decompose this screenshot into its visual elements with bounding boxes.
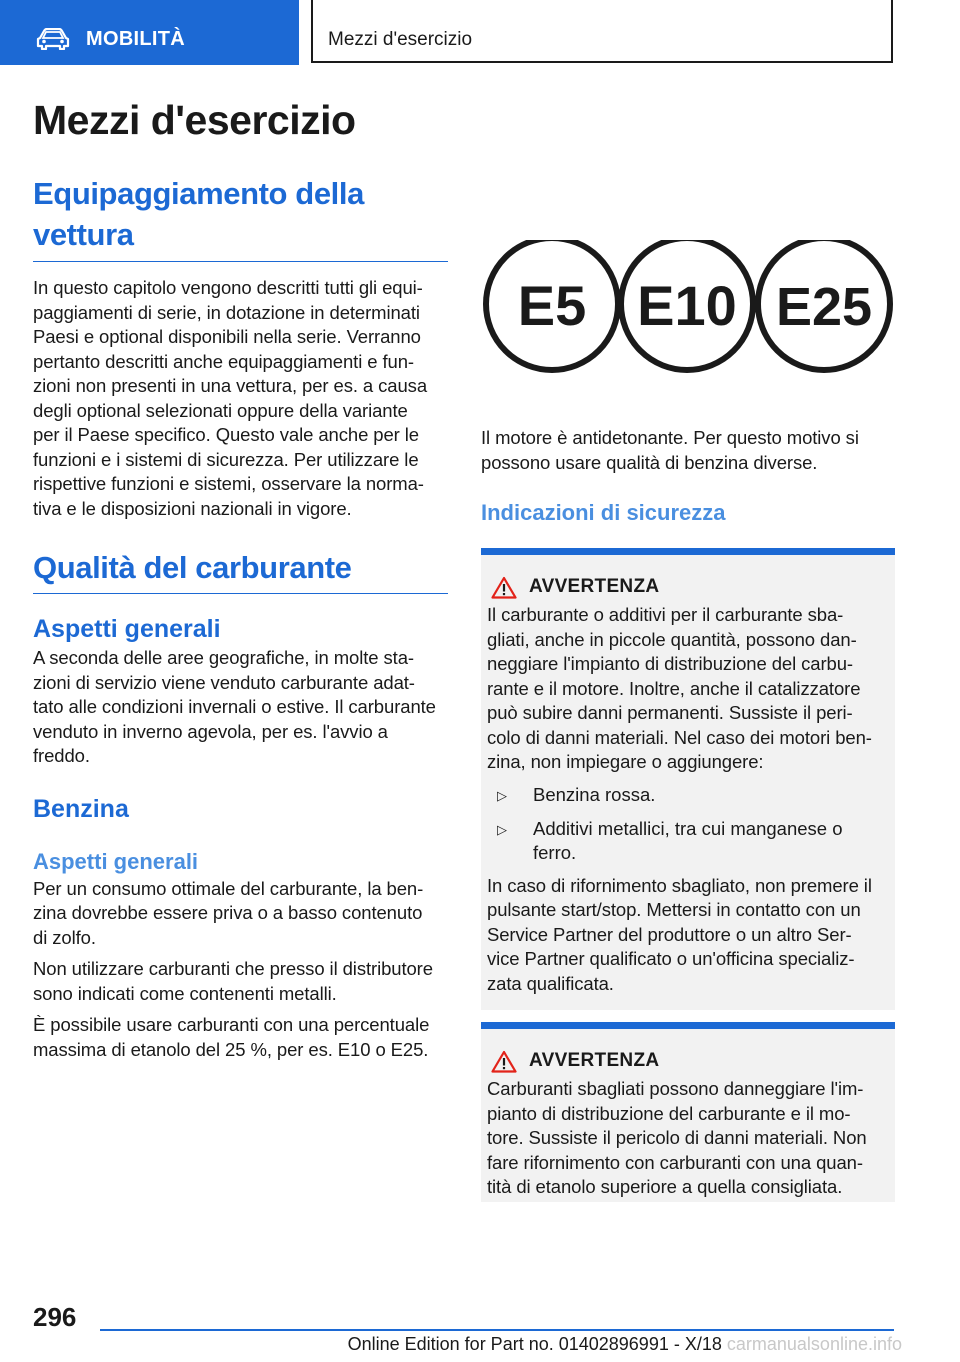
- footer-divider: [100, 1329, 894, 1331]
- fuel-labels-graphic: [481, 240, 895, 400]
- fuel-label-e5: [486, 240, 618, 370]
- watermark: carmanualsonline.info: [726, 1334, 902, 1354]
- svg-text:E5: E5: [517, 274, 587, 337]
- svg-text:E10: E10: [637, 274, 737, 337]
- safety-heading: Indicazioni di sicurezza: [481, 500, 726, 525]
- chapter-tab: [311, 0, 893, 63]
- page-title: Mezzi d'esercizio: [33, 97, 356, 143]
- section-label: MOBILITÀ: [86, 28, 186, 50]
- warning-text: Il carburante o additivi per il carburante sba‐ gliati, anche in piccole quantità, possono dan‐ neggiare l'impianto di distribuzione del carbu‐ rante e il motore. Inoltre, anche il catalizzatore può subire danni permanenti. Sussiste il peri‐ colo di danni materiali. Nel caso dei motori ben‐ zina, non impiegare o aggiungere:: [487, 604, 872, 772]
- equipment-heading: Equipaggiamento della vettura: [33, 173, 448, 262]
- list-item: ▷ Benzina rossa.: [487, 783, 887, 809]
- benzina-general-heading: Aspetti generali: [33, 848, 199, 874]
- equipment-paragraph: In questo capitolo vengono descritti tutti gli equi‐ paggiamenti di serie, in dotazione in determinati Paesi e optional disponibili nella serie. Verranno pertanto descritti anche equipaggiamenti e fun‐ zioni non presenti in una vettura, per es. a causa degli optional selezionati oppure della variante per il Paese specifico. Questo vale anche per le funzioni e i sistemi di sicurezza. Per utilizzare le rispettive funzioni e sistemi, osservare la norma‐ tiva e le disposizioni nazionali in vigore.: [33, 277, 428, 519]
- benzina-paragraph-3: È possibile usare carburanti con una percentuale massima di etanolo del 25 %, per es. E10 o E25.: [33, 1014, 430, 1060]
- general-paragraph: A seconda delle aree geografiche, in molte sta‐ zioni di servizio viene venduto carburante adat‐ tato alle condizioni invernali o estive. Il carburante venduto in inverno agevola, per es. l'avvio a freddo.: [33, 647, 436, 767]
- triangle-bullet-icon: ▷: [497, 821, 507, 837]
- footer-edition: Online Edition for Part no. 01402896991 - X/18 carmanualsonline.info: [347, 1334, 902, 1354]
- warning-text: Carburanti sbagliati possono danneggiare l'im‐ pianto di distribuzione del carburante e il mo‐ tore. Sussiste il pericolo di danni materiali. Non fare rifornimento con carburanti con una quan‐ tità di etanolo superiore a quella consigliata.: [487, 1078, 867, 1197]
- engine-paragraph: Il motore è antidetonante. Per questo motivo si possono usare qualità di benzina diverse.: [481, 427, 859, 473]
- warning-box-1: [481, 548, 895, 1010]
- warning-triangle-icon: [491, 576, 517, 599]
- benzina-heading: Benzina: [33, 794, 129, 823]
- fuel-quality-heading: Qualità del carburante: [33, 549, 448, 594]
- benzina-paragraph-2: Non utilizzare carburanti che presso il distributore sono indicati come contenenti metalli.: [33, 958, 433, 1004]
- triangle-bullet-icon: ▷: [497, 787, 507, 803]
- fuel-label-e10: [621, 240, 753, 370]
- warning-box-2: [481, 1022, 895, 1202]
- benzina-paragraph-1: Per un consumo ottimale del carburante, la ben‐ zina dovrebbe essere priva o a basso contenuto di zolfo.: [33, 877, 424, 948]
- section-tab: [0, 0, 299, 65]
- warning-title: AVVERTENZA: [529, 576, 660, 597]
- car-icon: [36, 28, 70, 50]
- fuel-label-e25: [758, 240, 890, 370]
- warning-header: [491, 571, 887, 603]
- warning-title: AVVERTENZA: [529, 1050, 660, 1071]
- warning-text-after: In caso di rifornimento sbagliato, non premere il pulsante start/stop. Mettersi in contatto con un Service Partner del produttore o un altro Ser‐ vice Partner qualificato o un'officina specializ‐ zata qualificata.: [487, 874, 872, 994]
- page-number: 296: [33, 1302, 77, 1332]
- warning-triangle-icon: [491, 1050, 517, 1073]
- chapter-label: Mezzi d'esercizio: [328, 29, 473, 50]
- warning-header: [491, 1045, 887, 1077]
- svg-text:E25: E25: [775, 277, 873, 337]
- list-item: ▷ Additivi metallici, tra cui manganese o ferro.: [487, 817, 887, 866]
- warning-bullet-list: [487, 783, 887, 866]
- general-heading: Aspetti generali: [33, 615, 221, 644]
- left-column: [33, 96, 448, 1062]
- right-column: [481, 240, 895, 1202]
